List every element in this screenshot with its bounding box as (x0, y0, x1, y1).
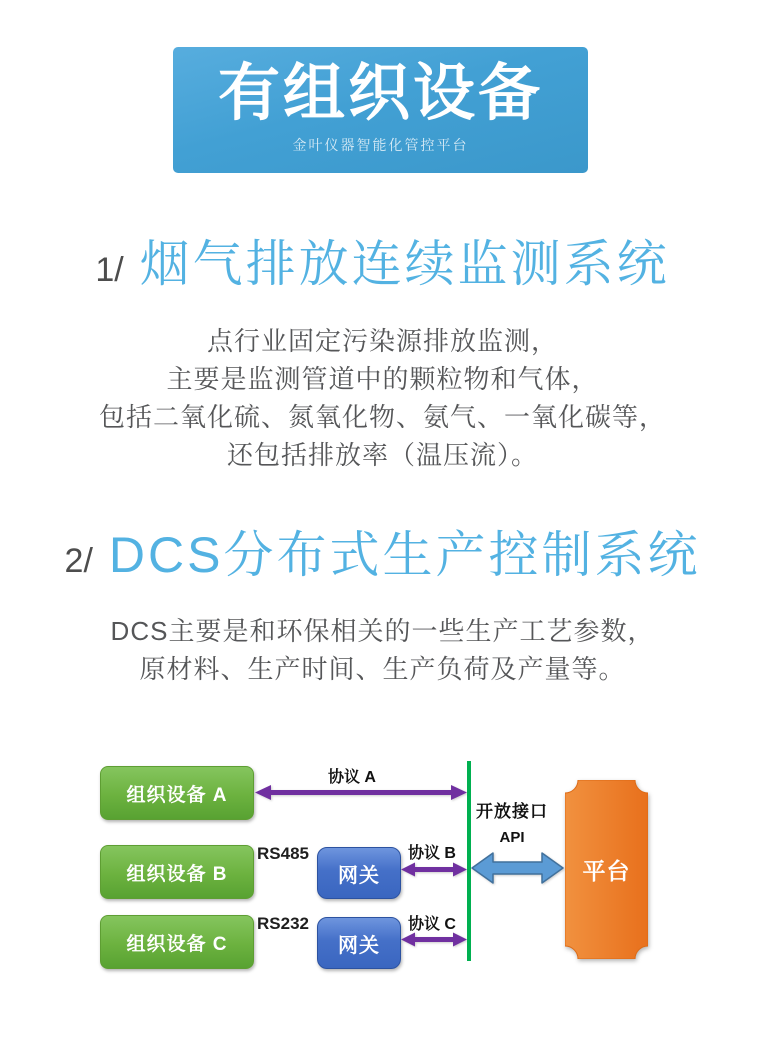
section-1-heading (0, 224, 765, 296)
open-interface-title: 开放接口 (476, 802, 548, 821)
section-2-heading (0, 515, 765, 587)
section-title: DCS分布式生产控制系统 (108, 527, 701, 583)
protocol-c-arrow-icon (401, 931, 467, 948)
gateway-label: 网关 (338, 864, 380, 887)
body-line: 主要是监测管道中的颗粒物和气体， (166, 364, 599, 394)
api-label: API (499, 829, 525, 846)
device-label: 组织设备 A (126, 784, 228, 806)
section-2-body (0, 612, 765, 688)
body-line: 原材料、生产时间、生产负荷及产量等。 (139, 654, 626, 684)
device-box-b (100, 845, 254, 899)
gateway-label: 网关 (338, 934, 380, 957)
api-link-arrow-icon (470, 850, 565, 886)
platform-shape (565, 780, 648, 959)
device-label: 组织设备 B (126, 863, 228, 885)
page-title: 有组织设备 (217, 59, 543, 128)
gateway-box-2 (317, 917, 401, 969)
protocol-c-label: 协议 C (407, 916, 456, 933)
section-number: 1/ (95, 251, 124, 289)
section-number: 2/ (64, 542, 93, 580)
body-line: 点行业固定污染源排放监测， (206, 326, 558, 356)
platform-label: 平台 (582, 858, 631, 884)
open-interface-label (474, 797, 550, 846)
protocol-a-label: 协议 A (327, 769, 376, 786)
bus-label-rs485: RS485 (257, 844, 309, 863)
bus-label-rs232: RS232 (257, 914, 309, 933)
section-1-body (0, 322, 765, 474)
gateway-box-1 (317, 847, 401, 899)
body-line: 包括二氧化硫、氮氧化物、氨气、一氧化碳等， (98, 402, 666, 432)
banner-subtitle: 金叶仪器智能化管控平台 (292, 137, 469, 153)
banner (173, 47, 588, 173)
body-line: DCS主要是和环保相关的一些生产工艺参数， (110, 616, 655, 646)
body-line: 还包括排放率（温压流）。 (226, 440, 538, 470)
protocol-a-arrow-icon (255, 784, 467, 801)
device-label: 组织设备 C (126, 933, 228, 955)
protocol-b-label: 协议 B (407, 845, 456, 862)
protocol-b-arrow-icon (401, 861, 467, 878)
device-box-c (100, 915, 254, 969)
section-title: 烟气排放连续监测系统 (139, 236, 670, 292)
device-box-a (100, 766, 254, 820)
